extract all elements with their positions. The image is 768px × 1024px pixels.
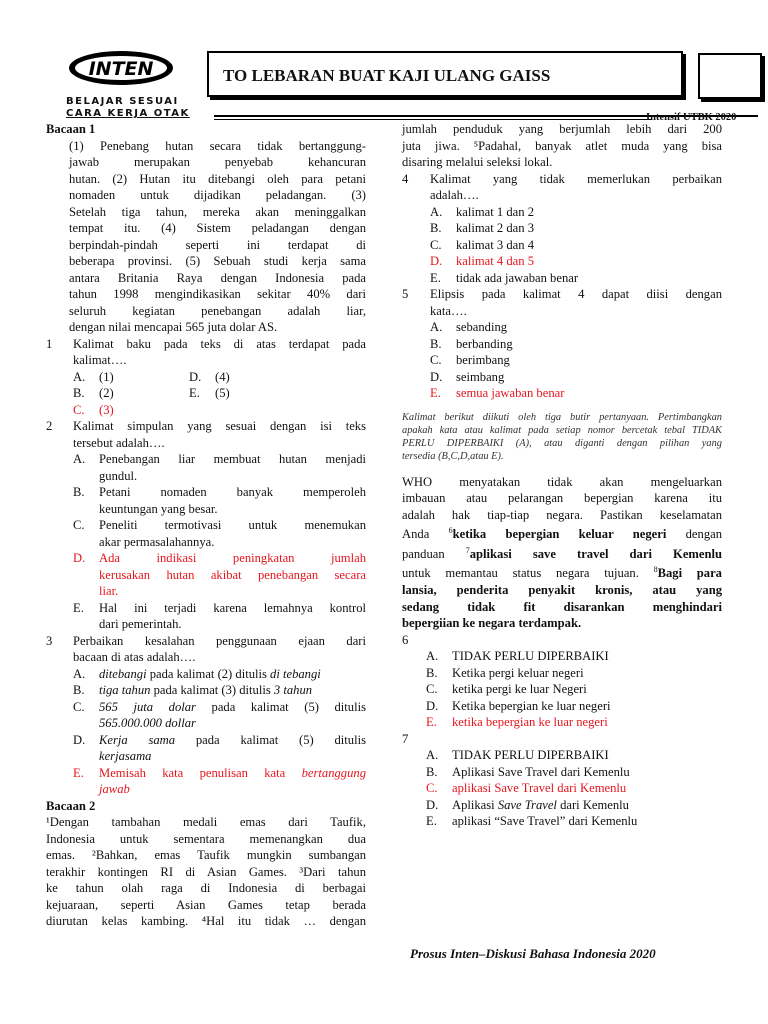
svg-text:INTEN: INTEN [88, 58, 154, 80]
text-line: Anda $^6$ketika bepergian keluar negeri dengan [402, 526, 723, 542]
option-b[interactable]: B. Aplikasi Save Travel dari Kemenlu [426, 764, 630, 779]
option-e[interactable]: E. Hal ini terjadi karena lemahnya kontrol dari pemerintah. [73, 600, 366, 631]
text-line: kejuaraan, seperti Asian Games tetap berada [46, 897, 366, 912]
text-line: antara Britania Raya dengan Indonesia pada [69, 270, 366, 285]
option-a[interactable]: A. TIDAK PERLU DIPERBAIKI [426, 649, 609, 664]
question-stem: Perbaikan kesalahan penggunaan ejaan dari [73, 633, 366, 648]
text-line: imbauan atau pelarangan bepergian karena itu [402, 491, 722, 505]
question-stem: Elipsis pada kalimat 4 dapat diisi dengan [430, 287, 722, 301]
text-line: seluruh kegiatan penebangan adalah liar, [69, 303, 366, 318]
text-line: jawab merupakan penyebab kehancuran [69, 155, 366, 169]
question-number: 3 [46, 633, 53, 648]
text-line: nomaden untuk dijadikan peladangan. (3) [69, 188, 366, 202]
text-line: tahun 1998 mengindikasikan sekitar 40% dari [69, 287, 366, 301]
question-stem: kata…. [430, 303, 467, 318]
text-line: Indonesia untuk sementara memenangkan dua [46, 831, 366, 846]
option-b[interactable]: B. (2) [73, 386, 114, 400]
option-e-answer[interactable]: E. ketika bepergian ke luar negeri [426, 715, 608, 730]
option-d-answer[interactable]: D. kalimat 4 dan 5 [430, 254, 534, 268]
note-line: apakah kata atau kalimat pada setiap nomor bercetak tebal TIDAK [402, 424, 722, 436]
bacaan-1-heading: Bacaan 1 [46, 122, 96, 136]
question-number: 7 [402, 731, 409, 746]
options-row [73, 385, 366, 402]
bacaan-1-text [46, 138, 366, 336]
question-3 [46, 633, 366, 798]
options-row [73, 369, 366, 386]
question-stem: adalah…. [430, 188, 479, 202]
question-stem: tersebut adalah…. [73, 435, 165, 450]
question-1 [46, 336, 366, 419]
option-c[interactable]: C. ketika pergi ke luar Negeri [426, 682, 587, 697]
inten-logo [67, 47, 175, 89]
option-b[interactable]: B. Ketika pergi keluar negeri [426, 665, 584, 680]
text-line: juta jiwa. ⁵Padahal, banyak atlet muda yang bisa [402, 138, 722, 153]
text-line: dengan nilai mencapai 565 juta dolar AS. [69, 320, 278, 334]
left-column [46, 121, 366, 930]
question-5 [402, 286, 722, 402]
option-e[interactable]: E. (5) [189, 386, 230, 400]
question-7 [402, 731, 722, 830]
option-c-answer[interactable]: C. (3) [73, 402, 114, 417]
option-d[interactable]: D. Ketika bepergian ke luar negeri [426, 698, 611, 713]
option-a[interactable]: A. TIDAK PERLU DIPERBAIKI [426, 748, 609, 763]
option-a[interactable]: A. ditebangi pada kalimat (2) ditulis di tebangi [73, 666, 321, 681]
right-column [402, 121, 722, 830]
note-line: PERLU DIPERBAIKI (A), atau diganti dengan pilihan yang [402, 437, 722, 449]
option-b[interactable]: B. tiga tahun pada kalimat (3) ditulis 3 tahun [73, 683, 313, 697]
question-2 [46, 418, 366, 633]
text-line: hutan. (2) Hutan itu ditebangi oleh para petani [69, 171, 366, 186]
option-b[interactable]: B. berbanding [430, 336, 513, 351]
text-line: (1) Penebang hutan secara tidak bertanggung- [69, 138, 366, 153]
bacaan-2-text [46, 814, 366, 930]
option-d-answer[interactable]: D. Ada indikasi peningkatan jumlah kerusakan hutan akibat penebangan secara liar. [73, 551, 366, 598]
option-c[interactable]: C. 565 juta dolar pada kalimat (5) ditulis 565.000.000 dollar [73, 699, 367, 730]
text-line: emas. ²Bahkan, emas Taufik mungkin sumbangan [46, 848, 366, 862]
text-line: diurutan kelas kambing. ⁴Hal itu tidak … dengan [46, 914, 366, 928]
question-number: 5 [402, 287, 409, 301]
tagline-line-2: CARA KERJA OTAK [66, 108, 190, 119]
question-number: 6 [402, 632, 409, 647]
option-c-answer[interactable]: C. aplikasi Save Travel dari Kemenlu [426, 781, 627, 796]
question-number: 2 [46, 419, 53, 433]
text-line: untuk memantau status negara tujuan. $^8$Bagi para [402, 565, 722, 581]
text-line: sedang tidak fit disarankan menghindari [402, 599, 722, 614]
option-b[interactable]: B. Petani nomaden banyak memperoleh keuntungan yang besar. [73, 485, 366, 516]
text-line: ¹Dengan tambahan medali emas dari Taufik, [46, 815, 366, 829]
text-line: berpindah-pindah seperti ini terdapat di [69, 237, 366, 252]
question-stem: kalimat…. [73, 353, 127, 367]
text-line: Setelah tiga tahun, mereka akan meninggalkan [69, 204, 366, 219]
program-label: Intensif UTBK 2020 [646, 112, 737, 123]
text-line: lansia, penderita penyakit kronis, atau yang [402, 583, 722, 598]
option-a[interactable]: A. (1) [73, 369, 114, 384]
note-line: tersedia (B,C,D,atau E). [402, 450, 504, 462]
question-stem: bacaan di atas adalah…. [73, 650, 196, 664]
option-e-answer[interactable]: E. Memisah kata penulisan kata bertanggung jawab [73, 765, 366, 796]
question-6 [402, 632, 722, 731]
question-stem: Kalimat baku pada teks di atas terdapat pada [73, 336, 366, 351]
text-line: terakhir kontingen RI di Asian Games. ³Dari tahun [46, 864, 366, 879]
text-line: disaring melalui seleksi lokal. [402, 155, 553, 169]
question-stem: Kalimat simpulan yang sesuai dengan isi teks [73, 419, 366, 433]
question-number: 4 [402, 171, 409, 186]
option-a[interactable]: A. sebanding [430, 320, 508, 334]
option-d[interactable]: D. seimbang [430, 369, 505, 384]
option-a[interactable]: A. Penebangan liar membuat hutan menjadi gundul. [73, 452, 366, 483]
option-c[interactable]: C. berimbang [430, 353, 510, 367]
text-line: WHO menyatakan tidak akan mengeluarkan [402, 474, 722, 489]
text-line: ke tahun olah raga di Indonesia di berbagai [46, 881, 366, 895]
option-b[interactable]: B. kalimat 2 dan 3 [430, 221, 534, 235]
header-rule-thin [214, 119, 651, 120]
question-4 [402, 171, 722, 287]
option-e[interactable]: E. tidak ada jawaban benar [430, 270, 579, 285]
option-e[interactable]: E. aplikasi “Save Travel” dari Kemenlu [426, 814, 638, 829]
footer-text: Prosus Inten–Diskusi Bahasa Indonesia 2020 [410, 946, 656, 961]
text-line: beberapa provinsi. (5) Sebuah studi kerja sama [69, 254, 366, 268]
option-a[interactable]: A. kalimat 1 dan 2 [430, 204, 534, 219]
text-line: panduan $^7$aplikasi save travel dari Kemenlu [402, 545, 722, 561]
option-d[interactable]: D. Aplikasi Save Travel dari Kemenlu [426, 797, 629, 812]
text-line: tempat itu. (4) Sistem peladangan dengan [69, 221, 366, 235]
tagline-line-1: BELAJAR SESUAI [66, 96, 179, 107]
text-line: bepergiian ke negara terdampak. [402, 616, 582, 631]
page-title: TO LEBARAN BUAT KAJI ULANG GAISS [223, 66, 551, 85]
note-line: Kalimat berikut diikuti oleh tiga butir pertanyaan. Pertimbangkan [402, 411, 722, 423]
question-number: 1 [46, 336, 53, 351]
option-d[interactable]: D. (4) [189, 369, 230, 384]
option-c[interactable]: C. kalimat 3 dan 4 [430, 237, 534, 252]
text-line: jumlah penduduk yang berjumlah lebih dari 200 [402, 122, 722, 136]
instruction-note [402, 411, 722, 463]
corner-box [698, 53, 762, 99]
option-e-answer[interactable]: E. semua jawaban benar [430, 386, 565, 400]
text-line: adalah hak tiap-tiap negara. Pastikan keselamatan [402, 507, 722, 522]
question-stem: Kalimat yang tidak memerlukan perbaikan [430, 171, 722, 186]
option-c[interactable]: C. Peneliti termotivasi untuk menemukan akar permasalahannya. [73, 518, 366, 549]
title-box [207, 51, 683, 97]
bacaan-2-heading: Bacaan 2 [46, 798, 96, 813]
option-d[interactable]: D. Kerja sama pada kalimat (5) ditulis kerjasama [73, 732, 366, 763]
who-passage [402, 474, 722, 632]
